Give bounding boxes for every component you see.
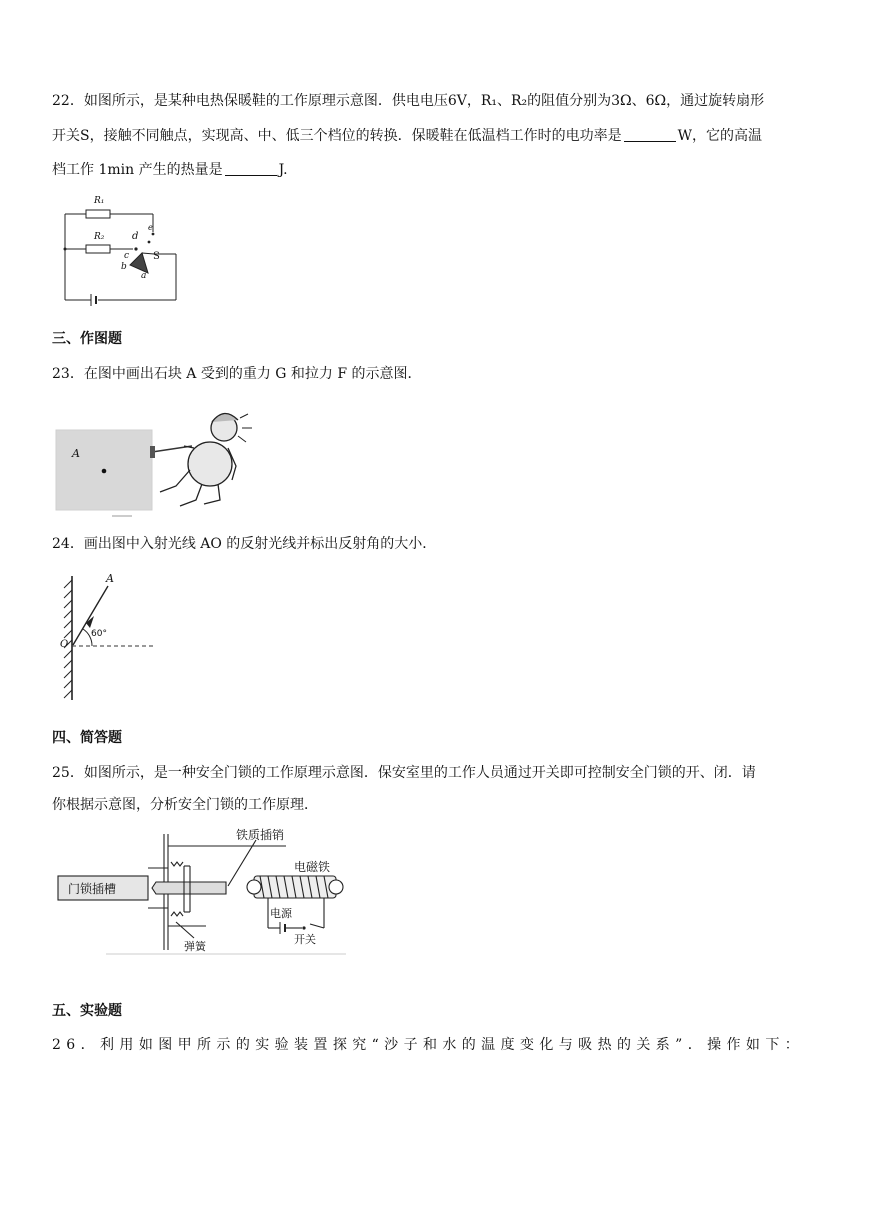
label-a: a [141, 271, 147, 281]
q22-circuit-figure [58, 192, 188, 306]
label-d: d [132, 231, 139, 242]
q22-text-line-2 [52, 126, 762, 146]
answer-blank-power[interactable] [624, 127, 676, 142]
label-lock-slot: 门锁插槽 [68, 882, 117, 896]
label-angle-60: 60° [91, 629, 107, 639]
label-switch: 开关 [294, 933, 316, 946]
q22-text-line-3 [52, 160, 288, 180]
label-point-a: A [106, 572, 114, 585]
section-5-title: 五、实验题 [52, 1003, 122, 1019]
q25-text-line-1: 25．如图所示，是一种安全门锁的工作原理示意图．保安室里的工作人员通过开关即可控制安全门锁的开、闭．请 [52, 765, 756, 781]
q23-stone-figure [52, 400, 262, 518]
answer-blank-heat[interactable] [225, 161, 277, 176]
q25-door-lock-figure [56, 826, 356, 958]
label-b: b [121, 262, 127, 272]
label-r2: R₂ [94, 232, 105, 242]
section-3-title: 三、作图题 [52, 331, 122, 347]
q24-mirror-figure [56, 570, 160, 704]
q22-text-line-3a: 档工作 1min 产生的热量是 [52, 162, 223, 178]
q22-text-line-2a: 开关S，接触不同触点，实现高、中、低三个档位的转换．保暖鞋在低温档工作时的电功率是 [52, 128, 622, 144]
section-4-title: 四、简答题 [52, 730, 122, 746]
label-power: 电源 [270, 907, 292, 920]
label-s: S [153, 251, 160, 262]
label-electromagnet: 电磁铁 [294, 860, 331, 874]
label-spring: 弹簧 [184, 940, 206, 953]
label-c: c [124, 251, 130, 261]
q22-text-line-2b: W，它的高温 [677, 128, 762, 144]
label-iron-pin: 铁质插销 [236, 828, 285, 842]
label-stone-a: A [72, 447, 80, 460]
q23-text: 23．在图中画出石块 A 受到的重力 G 和拉力 F 的示意图． [52, 366, 422, 382]
q24-text: 24．画出图中入射光线 AO 的反射光线并标出反射角的大小． [52, 536, 437, 552]
label-e: e [148, 223, 153, 232]
label-r1: R₁ [94, 196, 105, 206]
label-point-o: O [60, 639, 69, 650]
q26-text: 26．利用如图甲所示的实验装置探究“沙子和水的温度变化与吸热的关系”．操作如下： [52, 1037, 805, 1053]
q22-text-line-1: 22．如图所示，是某种电热保暖鞋的工作原理示意图．供电电压6V，R₁、R₂的阻值分别为3Ω、6Ω，通过旋转扇形 [52, 93, 765, 109]
q25-text-line-2: 你根据示意图，分析安全门锁的工作原理． [52, 797, 318, 813]
q22-text-line-3b: J. [278, 162, 288, 178]
